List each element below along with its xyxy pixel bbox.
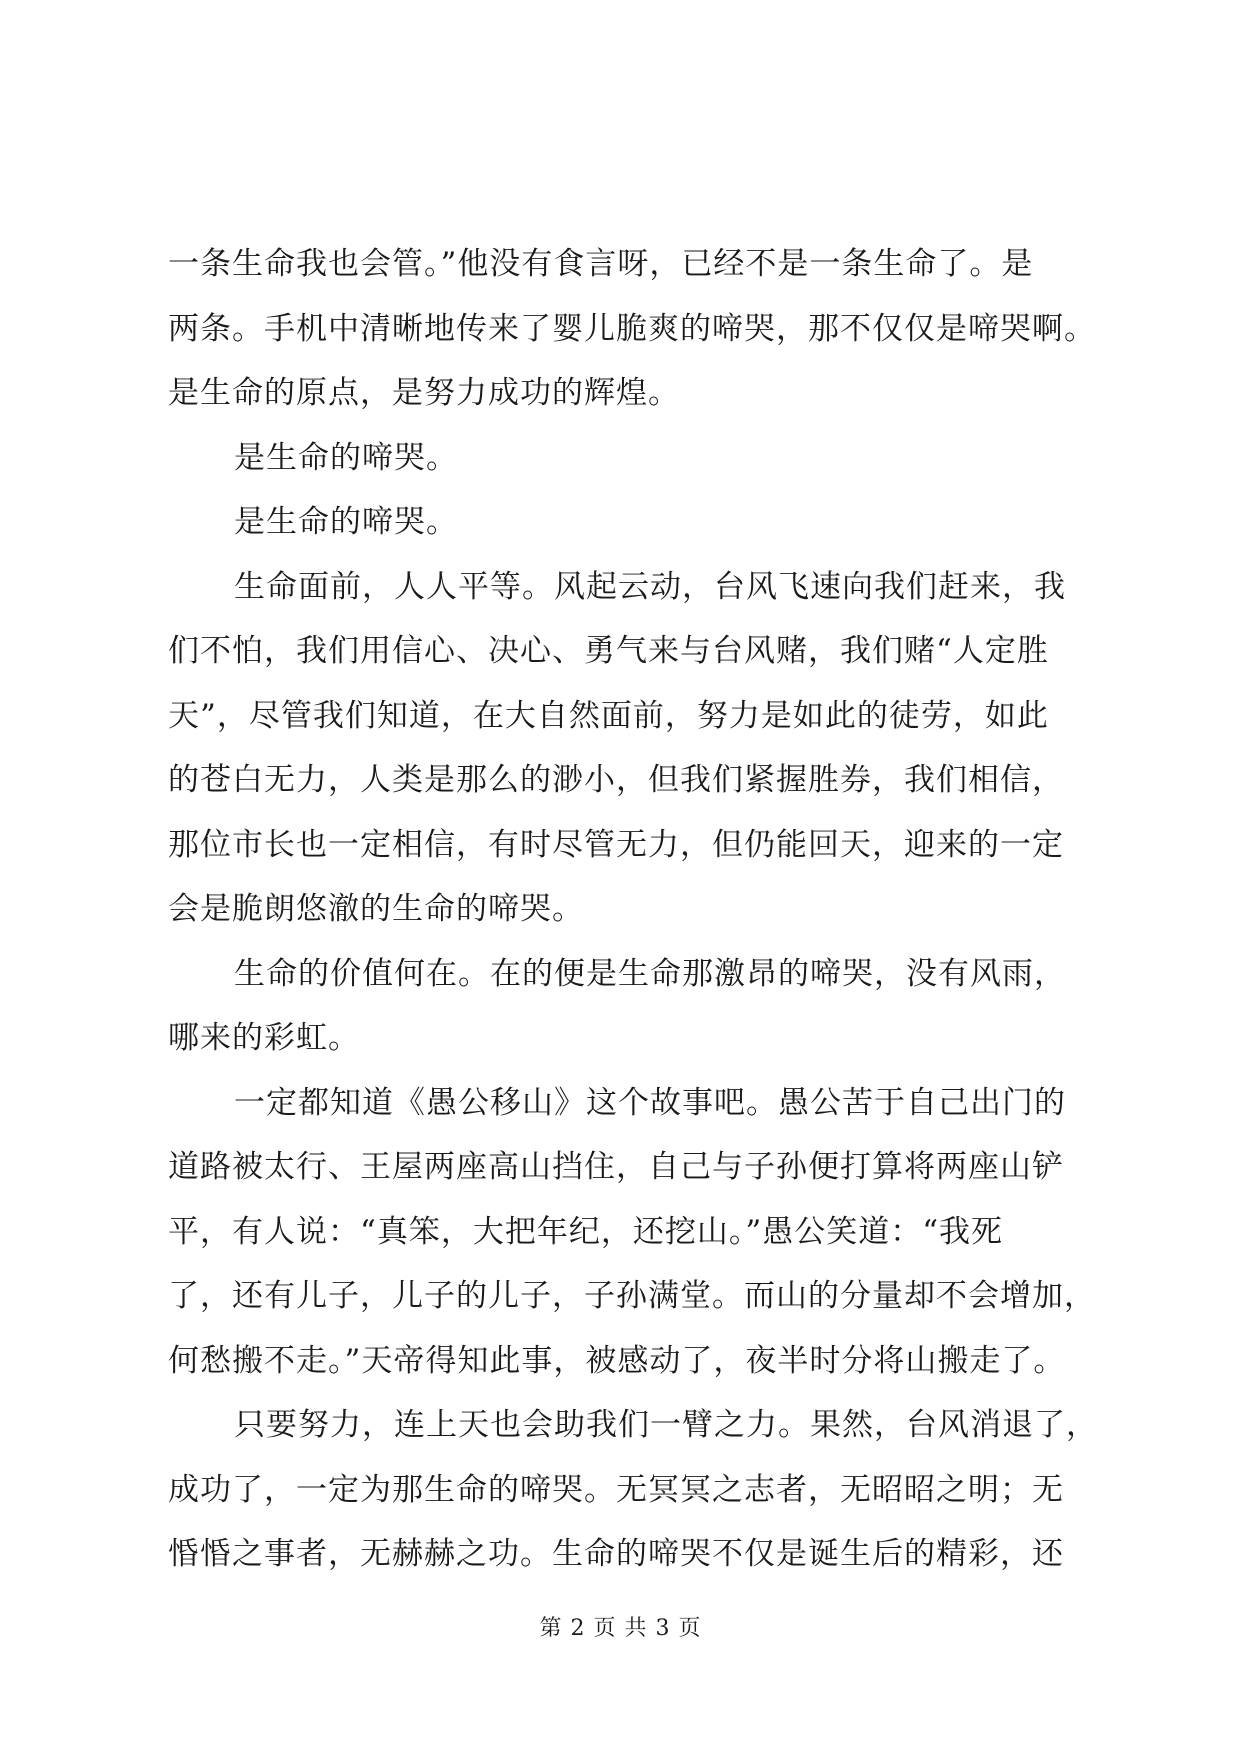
text-line: 惛惛之事者，无赫赫之功。生命的啼哭不仅是诞生后的精彩，还: [168, 1536, 1064, 1572]
text-line: 成功了，一定为那生命的啼哭。无冥冥之志者，无昭昭之明；无: [168, 1471, 1064, 1508]
body-text: [168, 232, 1098, 1587]
text-line: 生命面前，人人平等。风起云动，台风飞速向我们赶来，我: [234, 568, 1066, 605]
text-line: 哪来的彩虹。: [168, 1020, 360, 1056]
text-line: 何愁搬不走。”天帝得知此事，被感动了，夜半时分将山搬走了。: [168, 1342, 1066, 1379]
text-line: 天”，尽管我们知道，在大自然面前，努力是如此的徒劳，如此: [168, 697, 1049, 734]
text-line: 那位市长也一定相信，有时尽管无力，但仍能回天，迎来的一定: [168, 826, 1064, 863]
text-line: 会是脆朗悠澈的生命的啼哭。: [168, 891, 584, 927]
text-line: 是生命的原点，是努力成功的辉煌。: [168, 375, 680, 411]
text-line: 了，还有儿子，儿子的儿子，子孙满堂。而山的分量却不会增加，: [168, 1278, 1096, 1314]
text-line: 两条。手机中清晰地传来了婴儿脆爽的啼哭，那不仅仅是啼哭啊。: [168, 310, 1096, 347]
text-line: 是生命的啼哭。: [234, 439, 458, 476]
text-line: 们不怕，我们用信心、决心、勇气来与台风赌，我们赌“人定胜: [168, 633, 1049, 669]
text-line: 只要努力，连上天也会助我们一臂之力。果然，台风消退了，: [234, 1407, 1098, 1443]
text-line: 一条生命我也会管。”他没有食言呀，已经不是一条生命了。是: [168, 246, 1034, 282]
text-line: 一定都知道《愚公移山》这个故事吧。愚公苦于自己出门的: [234, 1084, 1066, 1121]
text-line: 道路被太行、王屋两座高山挡住，自己与子孙便打算将两座山铲: [168, 1149, 1064, 1185]
text-line: 是生命的啼哭。: [234, 504, 458, 540]
page-footer: 第 2 页 共 3 页: [539, 1616, 702, 1641]
text-line: 生命的价值何在。在的便是生命那激昂的啼哭，没有风雨，: [234, 955, 1066, 992]
text-line: 平，有人说：“真笨，大把年纪，还挖山。”愚公笑道：“我死: [168, 1213, 1004, 1250]
text-line: 的苍白无力，人类是那么的渺小，但我们紧握胜券，我们相信，: [168, 762, 1064, 798]
